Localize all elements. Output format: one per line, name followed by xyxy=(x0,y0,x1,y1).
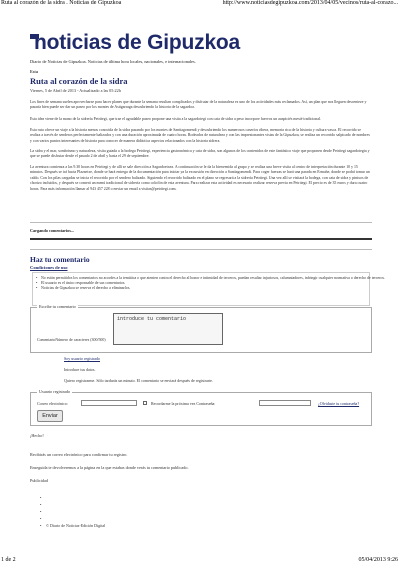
character-counter: ComentarioNúmero de caracteres (300/500) xyxy=(37,338,106,342)
site-tagline: Diario de Noticias de Gipuzkoa. Noticias de última hora locales, nacionales, e internacionales. xyxy=(30,59,196,64)
page-count: 1 de 2 xyxy=(1,557,16,563)
conditions-link[interactable]: Condiciones de uso xyxy=(30,265,68,270)
section-label: Esta xyxy=(30,69,38,74)
email-field[interactable] xyxy=(81,400,137,406)
article-paragraph: Esta idea viene de la mano de la sidrería Petritegi, que trae el agradable paseo propone una visita a la sagardotegi con cata de sidra a peso incorpore fuervos un auspiciés mesté tradicional. xyxy=(30,117,322,121)
done-label: ¡Hecho! xyxy=(30,433,44,438)
logo-text: noticias de Gipuzkoa xyxy=(34,31,241,54)
email-confirmation-text: Recibirás un correo electrónico para confirmar tu registro. xyxy=(30,452,128,457)
print-url: http://www.noticiasdegipuzkoa.com/2013/04/05/vecinos/ruta-al-corazo... xyxy=(222,0,398,6)
article-paragraph: La sidra y el mar, sombrismo y naturaleza, visita guiada a la bodega Petritegi, experiencia gastronómica y cata de sidra, son algunos de los contenidos de este fantástico viaje que proponen desde Petritegi sagardotegia y que se puede disfrutar desde el pasado 2 de abril y hasta el 29 de septiembre. xyxy=(30,149,370,159)
redirect-note: Enseguida te devolveremos a la página en la que estabas donde verás tu comentario publicado. xyxy=(30,465,189,470)
print-page-title: Ruta al corazón de la sidra . Noticias de Gipuzkoa xyxy=(1,0,122,6)
copyright: • © Diario de Noticias-Edición Digital xyxy=(46,522,105,529)
write-comment-legend: Escribe tu comentario xyxy=(39,304,76,309)
email-label: Correo electrónico: xyxy=(37,401,68,406)
rule-item: • Noticias de Gipuzkoa se reserva el derecho a eliminarlos. xyxy=(41,286,385,291)
list-item xyxy=(46,494,105,501)
publicidad-label: Publicidad xyxy=(30,478,48,483)
print-datetime: 05/04/2013 9:26 xyxy=(358,557,398,563)
article-dateline: Viernes, 5 de Abril de 2013 - Actualizado a las 05:22h xyxy=(30,88,121,93)
forgot-password-link[interactable]: ¿Olvidaste tu contraseña? xyxy=(318,401,360,406)
intro-data-text: Introduce tus datos. xyxy=(64,367,96,372)
list-item xyxy=(46,508,105,515)
rule-item: • No están permitidos los comentarios no acordes a la temática o que atenten contra el derecho al honor e intimidad de terceros, puedan resultar injuriosos, calumniadores, infringir cualquier normativa o derecho de terceros. xyxy=(41,276,385,281)
print-header xyxy=(0,0,400,8)
login-fieldset xyxy=(30,389,372,426)
article-paragraph: Esta ruta ofrece un viaje a la historia menos conocida de la sidra pasando por los montes de Santiagomendi y descubriendo los numerosos caseríos ribera, memoria rica de la historia y cultura vasca. El recorrido se realiza a través de senderos perfectamente balizados y con una duración aproximada de cuatro horas. Rodeados de naturaleza y con las impresionantes vistas de la Gipuzkoa, se realiza un recorrido salpicado de nombres y con varios puntos interesantes de historia para conocer de manera didáctica aspectos relacionados con la historia sidrera. xyxy=(30,128,370,143)
remember-checkbox[interactable] xyxy=(143,401,147,405)
article-paragraph: Los fines de semana suelen aprovecharse para hacer planes que durante la semana resultan complicados y disfrutar de la naturaleza es uno de los actividades más reclamados. Así, un plan que nos lleguen descenteze y pasaría bien puede ser dar un paseo por los montes de Astigarraga descubriendo la historia de la sagardoa. xyxy=(30,100,367,110)
remember-password-label: Recordarme la próxima vez Contraseña: xyxy=(151,401,216,406)
write-comment-fieldset xyxy=(30,304,372,353)
publicidad-list xyxy=(46,494,105,529)
comment-textarea[interactable]: introduce tu comentario xyxy=(113,313,223,345)
password-field[interactable] xyxy=(259,400,311,406)
site-logo[interactable] xyxy=(30,30,372,60)
list-item xyxy=(46,515,105,522)
article-headline: Ruta al corazón de la sidra xyxy=(30,76,128,86)
register-line[interactable]: Quiero registrarme. Sólo tardarás un minuto. El comentario se enviará después de registrarte. xyxy=(64,378,213,383)
registered-user-link[interactable]: Soy usuario registrado xyxy=(64,356,100,361)
login-legend: Usuario registrado xyxy=(39,389,71,394)
comments-loading: Cargando comentarios... xyxy=(30,228,74,233)
send-button[interactable]: Enviar xyxy=(37,410,63,422)
list-item xyxy=(46,501,105,508)
rule-item: • El usuario es el único responsable de sus comentarios. xyxy=(41,281,385,286)
divider xyxy=(30,222,372,223)
divider xyxy=(30,238,372,240)
comment-rules xyxy=(32,272,385,306)
site-header xyxy=(30,30,372,60)
print-footer xyxy=(0,556,400,566)
comment-heading: Haz tu comentario xyxy=(30,255,90,264)
divider xyxy=(30,249,372,250)
article-paragraph: La aventura comienza a las 9.30 horas en Petritegi y de allí se sale dirección a Sagardoetxea. A continuación se le da la bienvenida al grupo y se realiza una breve visita al centro de interpretación durante 10 y 15 minutos. Después se irá hacia Plazaetxe, donde se hará entrega de la documentación para iniciar ya la excursión en dirección a Santiagomendi. Para coger fuerzas se hará una parada en Ermahe, donde se podrá tomar un caldo. Con los pilas cargadas se inicia el recorrido por el sendero balizado. Siguiendo el recorrido balizado en el plano se regresará a la sidrería Petritegi. Una vez allí se visitará la bodega, con cata de sidra y pintxos de chorizo incluidos, y después se comerá un menú tradicional de sidrería como colofón de esta aventura. Para realizar esta actividad es necesario realizar reserva previa en Petritegi. El precio es de 35 euros y dura cuatro horas. Para más información llamar al 943 457 228 o enviar un email a visitas@petritegi.com. xyxy=(30,165,370,191)
